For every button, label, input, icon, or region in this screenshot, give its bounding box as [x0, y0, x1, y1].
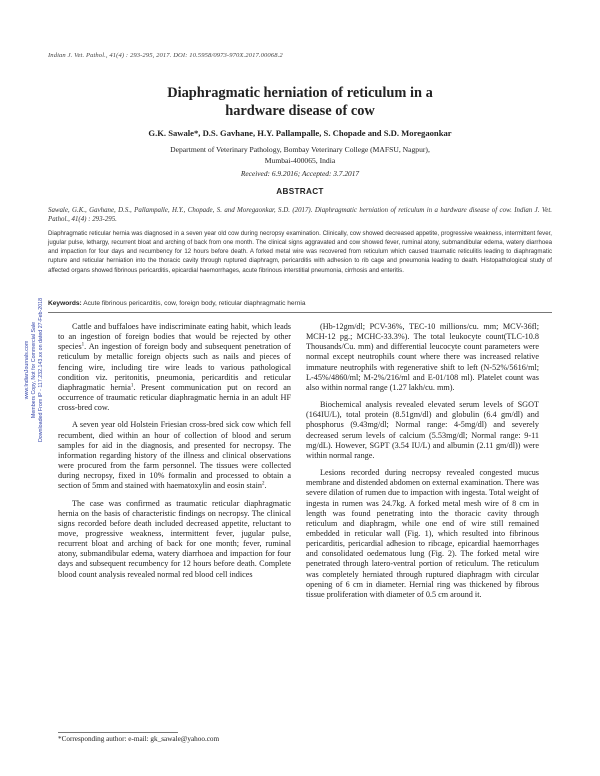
citation: Sawale, G.K., Gavhane, D.S., Pallampalle, H.Y., Chopade, S. and Moregaonkar, S.D. (2017). Diaphragmatic herniation of reticulum in a hardware disease of cow. Indian J. Vet. Pathol., 41(4) : 293-295. — [48, 207, 552, 224]
keywords-list: Acute fibrinous pericarditis, cow, foreign body, reticular diaphragmatic hernia — [83, 300, 306, 307]
affiliation — [110, 145, 490, 166]
keywords-line — [48, 300, 552, 307]
title-line-1: Diaphragmatic herniation of reticulum in a — [167, 85, 433, 101]
footnote-divider — [58, 732, 178, 733]
abstract-text: Diaphragmatic reticular hernia was diagnosed in a seven year old cow during necropsy examination. Clinically, cow showed decreased appetite, progressive weakness, intermittent fever, jugular pulse, lethargy, recurrent bloat and arching of back from one month. The clinical signs aggravated and cow showed fever, ruminal atony, submandibular edema, watery diarrhoea and impaction for four days and recumbency for 12 hours before death. A forked metal wire was recovered from reticulum which caused traumatic reticulitis leading to diaphragmatic rupture and reticular herniation into the thoracic cavity through ruptured diaphragm, pericarditis with adhesion to rib cage and pneumonia leading to death. Histopathological study of affected organs showed fibrinous pericarditis, epicardial haemorrhages, acute fibrinous interstitial pneumonia, cirrhosis and enteritis. — [48, 230, 552, 274]
paragraph: Lesions recorded during necropsy revealed congested mucus membrane and distended abdomen on external examination. There was severe dilation of rumen due to impaction with ingesta. Total weight of ingesta in rumen was 24.7kg. A forked metal mesh wire of 8 cm in length was found penetrating into the thoracic cavity through reticulum and diaphragm, while one end of wire still remained embedded in reticular wall (Fig. 1), which resulted into fibrinous pericarditis, pericardial adhesion to ribcage, epicardial haemorrhages and consolidated oedematous lung (Fig. 2). The forked metal wire penetrated through latero-ventral portion of reticulum. The reticulum was completely herniated through ruptured diaphragm with circular opening of 6 cm in diameter. Hernial ring was thickened by fibrous tissue proliferation with diameter of 0.5 cm around it. — [306, 468, 539, 599]
affiliation-line-1: Department of Veterinary Pathology, Bombay Veterinary College (MAFSU, Nagpur), — [170, 145, 430, 154]
body-column-left — [58, 322, 291, 580]
journal-reference: Indian J. Vet. Pathol., 41(4) : 293-295, 2017. DOI: 10.5958/0973-970X.2017.00068.2 — [48, 52, 283, 59]
paragraph: Biochemical analysis revealed elevated serum levels of SGOT (164IU/L), total protein (8.51gm/dl) and globulin (6.4 gm/dl) and phosphorus (9.43mg/dl; Normal range: 4-5mg/dl) and severely decreased serum levels of calcium (5.53mg/dl; Normal range: 9-11 mg/dL). However, SGPT (3.54 IU/L) and albumin (2.11 gm/dl)) were within normal range. — [306, 400, 539, 460]
abstract-heading: ABSTRACT — [276, 187, 324, 196]
paper-title — [48, 84, 552, 120]
watermark-line-3: Downloaded From IP - 117.232.143.xx on dated 27-Feb-2018 — [37, 297, 44, 443]
received-accepted-dates: Received: 6.9.2016; Accepted: 3.7.2017 — [240, 169, 360, 178]
paragraph: Cattle and buffaloes have indiscriminate eating habit, which leads to an ingestion of foreign bodies that would be rejected by other species$^1$. An ingestion of foreign body and subsequent penetration of reticulum by metallic foreign objects such as nails and pieces of fencing wire, including tire wire leads to various pathological condition viz. peritonitis, pneumonia, pericarditis and reticular diaphragmatic hernia$^1$. Present communication put on record an occurrence of traumatic reticular diaphragmatic hernia in an adult HF cross-bred cow. — [58, 322, 291, 413]
author-list: G.K. Sawale*, D.S. Gavhane, H.Y. Pallampalle, S. Chopade and S.D. Moregaonkar — [148, 128, 452, 138]
section-divider — [48, 312, 552, 313]
watermark-line-2: Members Copy, Not for Commercial Sale — [30, 321, 37, 419]
affiliation-line-2: Mumbai-400065, India — [264, 155, 336, 165]
paragraph: The case was confirmed as traumatic reticular diaphragmatic hernia on the basis of characteristic findings on necropsy. The clinical signs recorded before death included decreased appetite, reluctant to move, progressive weakness, intermittent fever, jugular pulse, recurrent bloat and arching of back for one month; fever, ruminal atony, submandibular edema, watery diarrhoea and impaction for four days and subsequent recumbency for 12 hours before death. Complete blood count analysis revealed normal red blood cell indices — [58, 498, 291, 579]
paragraph: A seven year old Holstein Friesian cross-bred sick cow which fell recumbent, died within an hour of collection of blood and serum samples for aid in the diagnosis, and presented for necropsy. The information regarding history of the illness and clinical observations were procured from the farm personnel. The tissues were collected during necropsy, fixed in 10% formalin and processed to obtain a section of 5mm and stained with haematoxylin and eosin stain$^2$. — [58, 420, 291, 491]
download-watermark — [24, 220, 44, 520]
title-line-2: hardware disease of cow — [225, 103, 375, 119]
body-column-right — [306, 322, 539, 600]
keywords-label: Keywords: — [48, 300, 82, 307]
corresponding-author-footnote: *Corresponding author: e-mail: gk_sawale@yahoo.com — [58, 735, 220, 743]
watermark-line-1[interactable]: www.IndianJournals.com — [24, 340, 30, 400]
paragraph: (Hb-12gm/dl; PCV-36%, TEC-10 millions/cu. mm; MCV-36fl; MCH-12 pg.; MCHC-33.3%). The total leukocyte count(TLC-10.8 Thousands/Cu. mm) and differential leucocyte count parameters were normal except neutrophils count where there was increased relative immature neutrophils with regenerative shift to left (N-52%/5616/ml; L-45%/4860/ml; M-2%/216/ml and E-01/108 ml). Platelet count was also within normal range (1.27 lakh/cu. mm). — [306, 322, 539, 392]
